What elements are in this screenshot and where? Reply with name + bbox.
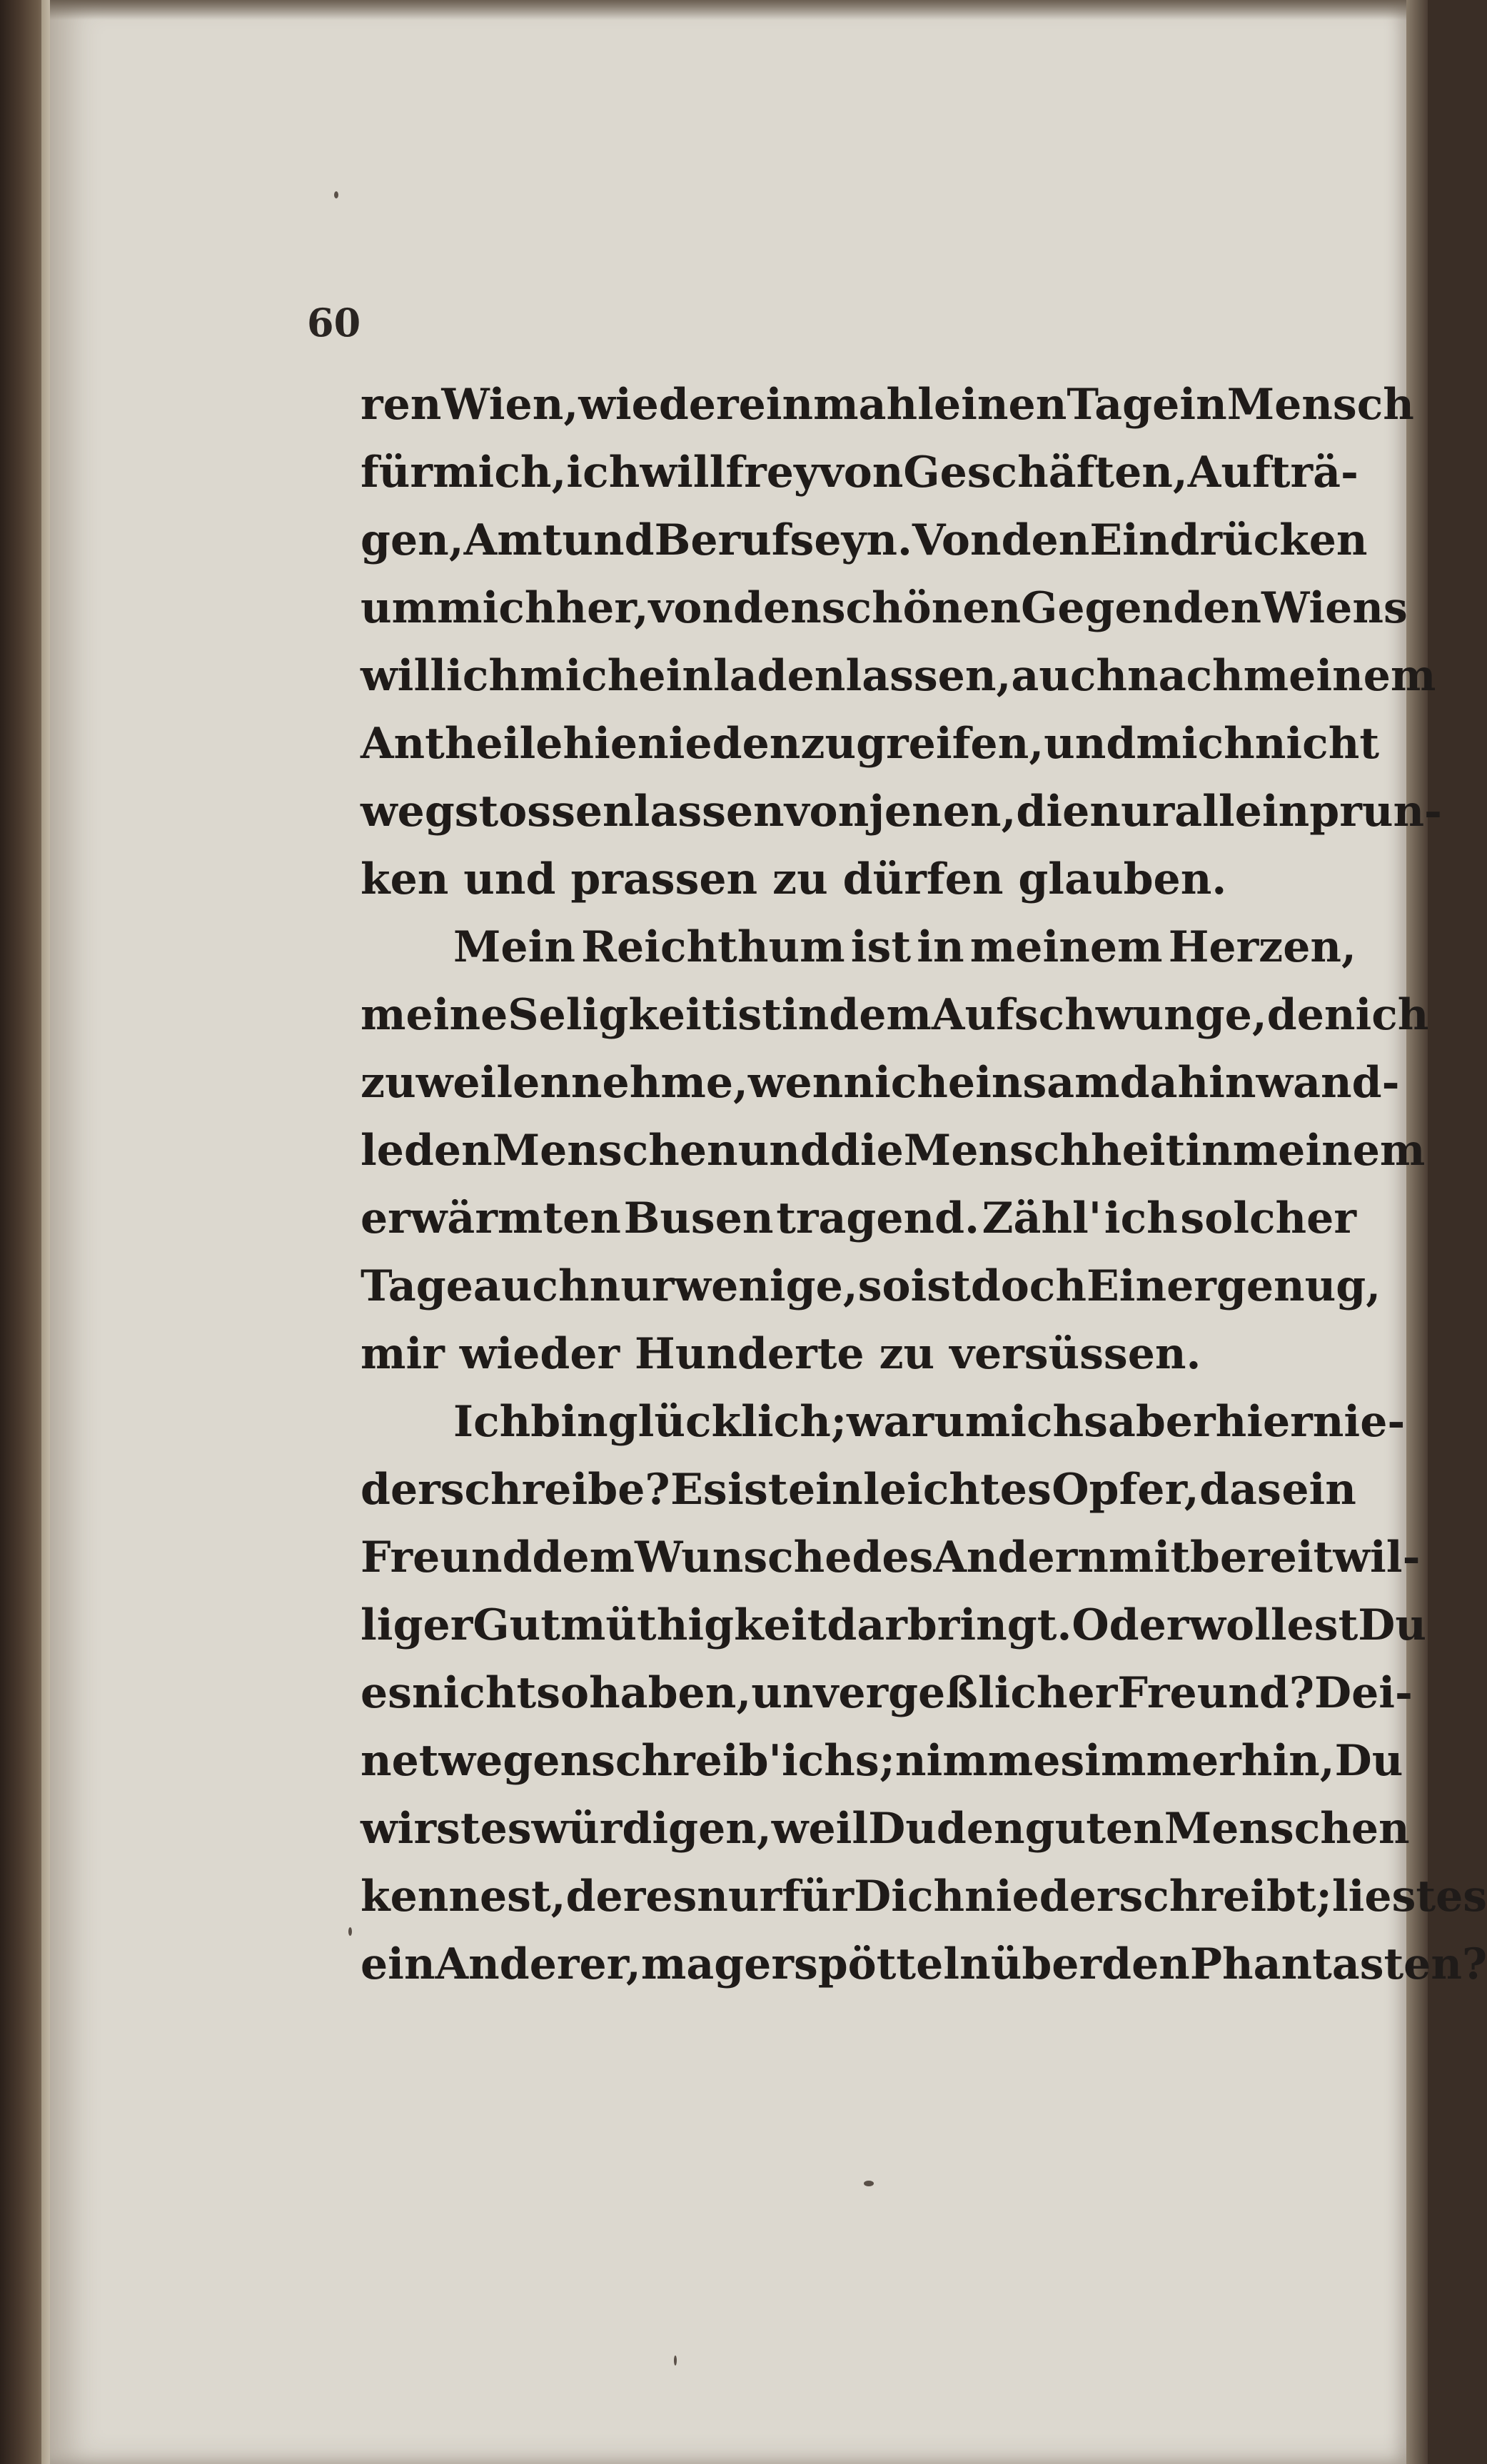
text-line-1: [361, 371, 1414, 439]
word: des: [852, 1533, 934, 1582]
word: darbringt.: [827, 1600, 1072, 1650]
word: die: [1016, 787, 1090, 837]
word: Antheile: [361, 719, 563, 769]
word: mag: [640, 1939, 745, 1989]
word: Seligkeit: [508, 990, 722, 1040]
word: zuweilen: [361, 1058, 571, 1108]
word: immer: [1084, 1736, 1241, 1786]
word: spötteln: [793, 1939, 991, 1989]
word: Du: [1358, 1600, 1426, 1650]
word: unvergeßlicher: [751, 1668, 1118, 1718]
text-line-15: [361, 1321, 1356, 1388]
word: nur: [589, 1261, 675, 1311]
word: wieder: [578, 380, 739, 430]
word: kennest,: [361, 1872, 566, 1922]
word: Tag: [1067, 380, 1153, 430]
word: einladen: [638, 651, 846, 701]
word: her,: [555, 583, 649, 633]
word: seyn.: [790, 515, 912, 565]
word: Opfer,: [1052, 1465, 1199, 1515]
word: Freund: [361, 1533, 533, 1582]
word: ist: [850, 922, 912, 972]
word: frey: [725, 448, 819, 498]
word: haben,: [589, 1668, 752, 1718]
word: nach: [1127, 651, 1244, 701]
word: Ich: [453, 1397, 531, 1447]
word: le: [361, 1126, 404, 1176]
word: wegstossen: [361, 787, 634, 837]
word: Freund?: [1117, 1668, 1315, 1718]
word: wollest: [1189, 1600, 1359, 1650]
word: von: [818, 448, 904, 498]
word: ein: [788, 1465, 863, 1515]
book-cover-edge: [1406, 0, 1428, 2464]
word: und: [463, 854, 571, 904]
word: will: [361, 651, 447, 701]
word: einen: [933, 380, 1067, 430]
word: gen,: [361, 515, 464, 565]
word: nur: [697, 1872, 782, 1922]
word: ist: [721, 990, 782, 1040]
word: dem: [829, 990, 932, 1040]
word: hienieden: [563, 719, 801, 769]
word: greifen,: [856, 719, 1044, 769]
paper-speck: [674, 2356, 677, 2365]
word: Wunsche: [635, 1533, 852, 1582]
word: Gegenden: [1021, 583, 1262, 633]
word: ken: [361, 854, 464, 904]
word: für: [361, 448, 433, 498]
text-line-5: [361, 642, 1436, 710]
word: Reichthum: [581, 922, 845, 972]
text-line-2: [361, 439, 1359, 507]
word: hier: [1215, 1397, 1313, 1447]
page-text: [361, 371, 1487, 1999]
word: den: [1001, 515, 1090, 565]
text-line-14: [361, 1253, 1381, 1321]
word: Wiens: [1261, 583, 1408, 633]
text-line-7: [361, 778, 1442, 846]
word: ichs: [1010, 1397, 1108, 1447]
word: lassen,: [845, 651, 1012, 701]
word: Mein: [453, 922, 576, 972]
page-number: 60: [307, 300, 361, 345]
word: Du: [1334, 1736, 1403, 1786]
paper-speck: [864, 2181, 874, 2186]
word: der: [565, 1872, 646, 1922]
word: den: [403, 1126, 493, 1176]
word: auch: [1011, 651, 1128, 701]
word: wenige,: [674, 1261, 858, 1311]
paper-speck: [348, 1927, 352, 1936]
word: und: [562, 515, 655, 565]
word: von: [784, 787, 869, 837]
text-line-19: [361, 1592, 1426, 1660]
word: liger: [361, 1600, 473, 1650]
word: netwegen: [361, 1736, 592, 1786]
word: tragend.: [776, 1193, 979, 1243]
word: und: [1044, 719, 1136, 769]
word: mich,: [433, 448, 567, 498]
text-line-20: [361, 1660, 1413, 1727]
paper-speck: [334, 191, 338, 198]
word: mir: [361, 1329, 460, 1379]
word: nimm: [894, 1736, 1034, 1786]
word: es: [645, 1872, 697, 1922]
word: meinem: [1243, 651, 1436, 701]
word: wenn: [747, 1058, 874, 1108]
word: es: [1436, 1872, 1487, 1922]
word: in: [917, 922, 964, 972]
word: ich: [1104, 1193, 1178, 1243]
word: Menschen: [1164, 1804, 1410, 1854]
word: Wien,: [441, 380, 579, 430]
word: die: [830, 1126, 904, 1176]
word: wieder: [459, 1329, 635, 1379]
word: Du: [868, 1804, 937, 1854]
word: wirst: [361, 1804, 480, 1854]
word: ich: [874, 1058, 948, 1108]
word: Dich: [854, 1872, 965, 1922]
word: den: [936, 1804, 1025, 1854]
word: es: [361, 1668, 412, 1718]
word: nicht: [411, 1668, 537, 1718]
word: schreib': [591, 1736, 782, 1786]
word: meinem: [969, 922, 1163, 972]
word: Gutmüthigkeit: [473, 1600, 827, 1650]
word: nehme,: [570, 1058, 748, 1108]
word: von: [648, 583, 733, 633]
word: Beruf: [654, 515, 790, 565]
word: niederschreibt;: [964, 1872, 1332, 1922]
word: doch: [970, 1261, 1087, 1311]
word: Menschheit: [903, 1126, 1186, 1176]
text-line-24: [361, 1931, 1487, 1999]
word: jenen,: [869, 787, 1017, 837]
word: dem: [532, 1533, 635, 1582]
word: zu: [800, 719, 857, 769]
word: würdigen,: [531, 1804, 772, 1854]
text-line-23: [361, 1863, 1487, 1931]
word: Von: [912, 515, 1002, 565]
word: Dei-: [1314, 1668, 1413, 1718]
word: solcher: [1180, 1193, 1356, 1243]
word: in: [1185, 1126, 1233, 1176]
word: ist: [727, 1465, 788, 1515]
word: Oder: [1072, 1600, 1189, 1650]
text-line-10: [361, 981, 1429, 1049]
word: dahin: [1119, 1058, 1256, 1108]
word: Busen: [623, 1193, 774, 1243]
word: dürfen: [842, 854, 1019, 904]
word: versüssen.: [949, 1329, 1201, 1379]
text-line-21: [361, 1727, 1403, 1795]
text-line-3: [361, 507, 1368, 575]
word: mich: [437, 583, 556, 633]
word: wand-: [1256, 1058, 1400, 1108]
word: ren: [361, 380, 442, 430]
word: einmahl: [738, 380, 934, 430]
word: den: [1266, 990, 1356, 1040]
word: Herzen,: [1168, 922, 1356, 972]
word: Andern: [933, 1533, 1109, 1582]
word: Zähl': [982, 1193, 1102, 1243]
word: bereitwil-: [1189, 1533, 1421, 1582]
text-line-4: [361, 575, 1408, 642]
word: Geschäften,: [903, 448, 1188, 498]
text-line-17: [361, 1456, 1356, 1524]
word: Phantasten?: [1189, 1939, 1487, 1989]
word: den: [1102, 1939, 1190, 1989]
word: Einer: [1086, 1261, 1216, 1311]
word: meinem: [1232, 1126, 1426, 1176]
word: so: [857, 1261, 911, 1311]
word: Mensch: [1226, 380, 1414, 430]
word: Anderer,: [435, 1939, 641, 1989]
word: ich: [1355, 990, 1429, 1040]
word: mit: [1108, 1533, 1190, 1582]
word: nur: [1089, 787, 1175, 837]
word: warum: [846, 1397, 1011, 1447]
word: allein: [1174, 787, 1310, 837]
word: glauben.: [1018, 854, 1227, 904]
word: derschreibe?: [361, 1465, 670, 1515]
word: ist: [910, 1261, 971, 1311]
word: meine: [361, 990, 508, 1040]
text-line-13: [361, 1185, 1356, 1253]
word: einsam: [947, 1058, 1120, 1108]
word: das: [1199, 1465, 1281, 1515]
word: Tage: [361, 1261, 473, 1311]
word: und: [737, 1126, 830, 1176]
word: den: [733, 583, 822, 633]
word: glücklich;: [608, 1397, 847, 1447]
word: lassen: [633, 787, 785, 837]
word: Eindrücken: [1089, 515, 1368, 565]
word: zu: [772, 854, 843, 904]
word: es: [480, 1804, 532, 1854]
word: über: [990, 1939, 1102, 1989]
word: in: [781, 990, 830, 1040]
word: auch: [473, 1261, 590, 1311]
word: so: [536, 1668, 590, 1718]
word: mich: [1136, 719, 1255, 769]
word: ein: [1152, 380, 1227, 430]
word: will: [640, 448, 726, 498]
word: Aufträ-: [1187, 448, 1359, 498]
word: um: [361, 583, 438, 633]
word: leichtes: [863, 1465, 1052, 1515]
word: Hunderte: [635, 1329, 879, 1379]
word: ich: [446, 651, 520, 701]
word: nie-: [1312, 1397, 1406, 1447]
word: guten: [1024, 1804, 1164, 1854]
word: genug,: [1216, 1261, 1381, 1311]
word: Amt: [463, 515, 563, 565]
word: prun-: [1309, 787, 1442, 837]
text-line-9: [361, 914, 1356, 981]
text-line-12: [361, 1117, 1426, 1185]
word: Es: [670, 1465, 727, 1515]
text-line-16: [361, 1388, 1406, 1456]
word: ich: [566, 448, 640, 498]
word: ein: [1281, 1465, 1356, 1515]
text-line-18: [361, 1524, 1421, 1592]
word: liest: [1331, 1872, 1436, 1922]
text-line-11: [361, 1049, 1400, 1117]
page-top-shadow: [50, 0, 1406, 20]
word: für: [782, 1872, 855, 1922]
word: hin,: [1241, 1736, 1335, 1786]
word: er: [744, 1939, 794, 1989]
word: Menschen: [492, 1126, 738, 1176]
word: es: [1033, 1736, 1085, 1786]
word: mich: [519, 651, 639, 701]
text-line-22: [361, 1795, 1410, 1863]
word: prassen: [570, 854, 773, 904]
word: aber: [1107, 1397, 1216, 1447]
word: ein: [361, 1939, 435, 1989]
word: erwärmten: [361, 1193, 621, 1243]
word: weil: [771, 1804, 869, 1854]
word: Aufschwunge,: [931, 990, 1267, 1040]
word: schönen: [821, 583, 1022, 633]
word: bin: [530, 1397, 608, 1447]
word: nicht: [1254, 719, 1380, 769]
word: zu: [879, 1329, 950, 1379]
text-line-8: [361, 846, 1356, 914]
word: ichs;: [781, 1736, 895, 1786]
text-line-6: [361, 710, 1380, 778]
